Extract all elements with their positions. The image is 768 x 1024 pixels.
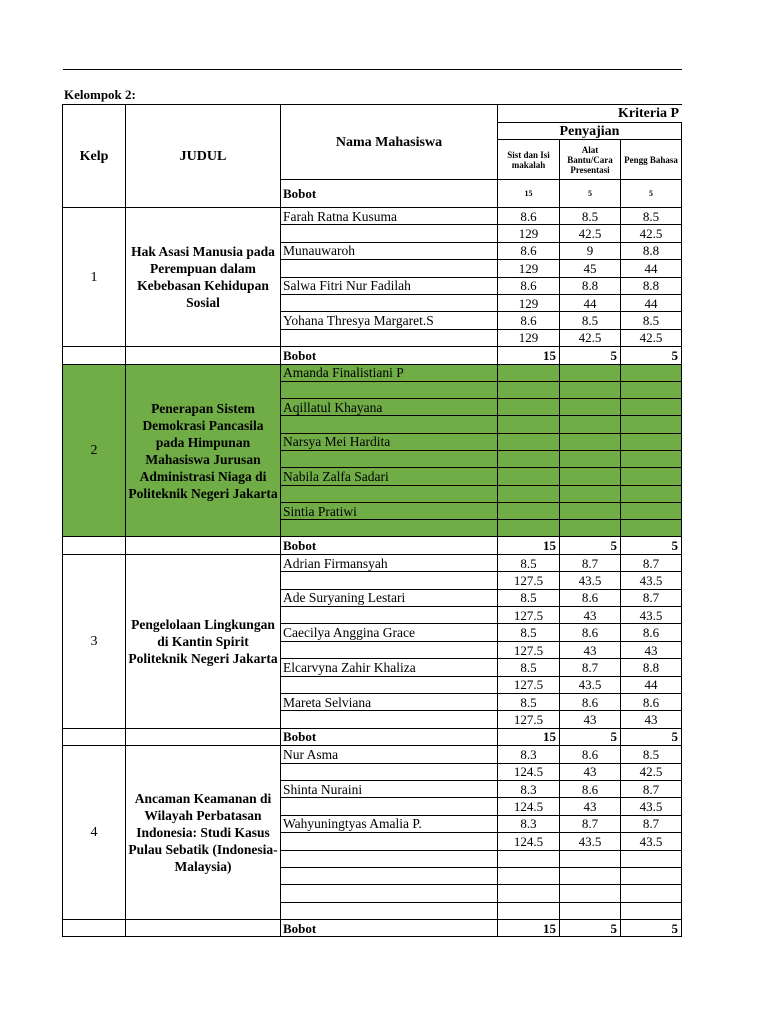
overflow-cell (682, 572, 683, 589)
table-row (63, 364, 683, 381)
empty-cell (498, 451, 560, 468)
empty-cell (498, 885, 560, 902)
empty-cell (498, 416, 560, 433)
bobot-label: Bobot (281, 347, 498, 364)
overflow-cell (682, 485, 683, 502)
score-cell: 8.3 (498, 780, 560, 797)
empty-cell (126, 537, 281, 554)
score-cell: 8.6 (560, 624, 621, 641)
score-cell: 8.7 (621, 780, 682, 797)
bobot-value: 5 (621, 920, 682, 937)
empty-cell (281, 676, 498, 693)
empty-cell (498, 381, 560, 398)
overflow-cell (682, 399, 683, 416)
group-number: 4 (63, 746, 126, 920)
student-name: Nabila Zalfa Sadari (281, 468, 498, 485)
weighted-score-cell: 42.5 (621, 329, 682, 346)
score-cell: 8.8 (621, 242, 682, 259)
score-cell: 8.6 (560, 694, 621, 711)
weighted-score-cell: 43.5 (560, 676, 621, 693)
grade-table (62, 104, 682, 937)
overflow-cell (682, 364, 683, 381)
bobot-value: 5 (560, 347, 621, 364)
overflow-cell (682, 763, 683, 780)
overflow-cell (682, 885, 683, 902)
header-nama: Nama Mahasiswa (281, 105, 498, 180)
page-heading: Kelompok 2: (64, 87, 136, 102)
group-number: 3 (63, 554, 126, 728)
score-cell: 8.8 (560, 277, 621, 294)
empty-cell (281, 225, 498, 242)
overflow-cell (682, 554, 683, 571)
student-name: Shinta Nuraini (281, 780, 498, 797)
overflow-cell (682, 260, 683, 277)
overflow-cell (682, 242, 683, 259)
weighted-score-cell: 43.5 (560, 572, 621, 589)
group-number: 2 (63, 364, 126, 537)
bobot-value: 5 (621, 537, 682, 554)
score-cell: 8.5 (621, 208, 682, 225)
overflow-cell (682, 641, 683, 658)
overflow-cell (682, 746, 683, 763)
overflow-cell (682, 451, 683, 468)
overflow-cell (682, 381, 683, 398)
bobot-value: 15 (498, 728, 560, 745)
student-name: Wahyuningtyas Amalia P. (281, 815, 498, 832)
bobot-value: 5 (621, 728, 682, 745)
overflow-cell (682, 329, 683, 346)
score-cell: 8.6 (498, 312, 560, 329)
header-sub-bahasa: Pengg Bahasa (621, 140, 682, 180)
empty-cell (560, 399, 621, 416)
empty-cell (498, 364, 560, 381)
score-cell: 8.6 (498, 242, 560, 259)
header-kelp: Kelp (63, 105, 126, 208)
empty-cell (63, 920, 126, 937)
group-number: 1 (63, 208, 126, 347)
top-rule (63, 69, 682, 70)
empty-cell (560, 433, 621, 450)
empty-cell (560, 381, 621, 398)
weighted-score-cell: 129 (498, 329, 560, 346)
score-cell: 8.6 (498, 277, 560, 294)
header-penyajian: Penyajian (498, 123, 682, 140)
weighted-score-cell: 43 (621, 711, 682, 728)
weighted-score-cell: 42.5 (560, 225, 621, 242)
overflow-cell (682, 347, 683, 364)
overflow-cell (682, 537, 683, 554)
score-cell: 8.6 (621, 694, 682, 711)
overflow-cell (682, 208, 683, 225)
weighted-score-cell: 43 (621, 641, 682, 658)
weighted-score-cell: 44 (621, 260, 682, 277)
bobot-value: 15 (498, 537, 560, 554)
overflow-cell (682, 607, 683, 624)
student-name: Nur Asma (281, 746, 498, 763)
empty-cell (560, 468, 621, 485)
score-cell: 8.5 (498, 624, 560, 641)
weighted-score-cell: 127.5 (498, 711, 560, 728)
weighted-score-cell: 43 (560, 763, 621, 780)
empty-cell (281, 902, 498, 919)
weighted-score-cell: 43 (560, 711, 621, 728)
overflow-cell (682, 815, 683, 832)
overflow-cell (682, 902, 683, 919)
weighted-score-cell: 127.5 (498, 607, 560, 624)
bobot-value: 5 (560, 537, 621, 554)
bobot-value: 15 (498, 347, 560, 364)
empty-cell (621, 416, 682, 433)
student-name: Narsya Mei Hardita (281, 433, 498, 450)
score-cell: 8.7 (621, 815, 682, 832)
bobot-value: 5 (560, 920, 621, 937)
grade-table-wrap (62, 104, 682, 942)
empty-cell (621, 468, 682, 485)
weighted-score-cell: 43 (560, 607, 621, 624)
empty-cell (621, 399, 682, 416)
header-judul: JUDUL (126, 105, 281, 208)
student-name: Yohana Thresya Margaret.S (281, 312, 498, 329)
student-name: Salwa Fitri Nur Fadilah (281, 277, 498, 294)
weighted-score-cell: 124.5 (498, 798, 560, 815)
student-name: Sintia Pratiwi (281, 502, 498, 519)
header-bobot-label: Bobot (281, 180, 498, 208)
weighted-score-cell: 129 (498, 225, 560, 242)
score-cell: 8.6 (560, 589, 621, 606)
overflow-cell (682, 711, 683, 728)
overflow-cell (682, 676, 683, 693)
bobot-label: Bobot (281, 920, 498, 937)
header-sub-alat: Alat Bantu/Cara Presentasi (560, 140, 621, 180)
score-cell: 8.7 (560, 554, 621, 571)
empty-cell (281, 520, 498, 537)
score-cell: 8.5 (498, 554, 560, 571)
weighted-score-cell: 127.5 (498, 641, 560, 658)
bobot-value: 15 (498, 920, 560, 937)
empty-cell (560, 902, 621, 919)
group-title: Hak Asasi Manusia pada Perempuan dalam Kebebasan Kehidupan Sosial (126, 208, 281, 347)
empty-cell (560, 416, 621, 433)
score-cell: 8.6 (560, 780, 621, 797)
weighted-score-cell: 43.5 (621, 607, 682, 624)
empty-cell (63, 537, 126, 554)
empty-cell (621, 381, 682, 398)
empty-cell (126, 728, 281, 745)
weighted-score-cell: 129 (498, 294, 560, 311)
empty-cell (560, 850, 621, 867)
weighted-score-cell: 45 (560, 260, 621, 277)
empty-cell (126, 920, 281, 937)
empty-cell (126, 347, 281, 364)
score-cell: 8.6 (498, 208, 560, 225)
empty-cell (281, 867, 498, 884)
weighted-score-cell: 129 (498, 260, 560, 277)
empty-cell (621, 850, 682, 867)
table-row (63, 554, 683, 571)
score-cell: 8.5 (560, 312, 621, 329)
empty-cell (281, 850, 498, 867)
table-row (63, 746, 683, 763)
bobot-row (63, 347, 683, 364)
overflow-cell (682, 294, 683, 311)
score-cell: 8.5 (498, 659, 560, 676)
bobot-label: Bobot (281, 728, 498, 745)
empty-cell (498, 850, 560, 867)
empty-cell (621, 364, 682, 381)
student-name: Amanda Finalistiani P (281, 364, 498, 381)
score-cell: 8.5 (621, 746, 682, 763)
score-cell: 8.6 (621, 624, 682, 641)
overflow-cell (682, 659, 683, 676)
score-cell: 8.5 (498, 694, 560, 711)
header-kriteria: Kriteria P (498, 105, 683, 123)
student-name: Caecilya Anggina Grace (281, 624, 498, 641)
score-cell: 8.3 (498, 746, 560, 763)
weighted-score-cell: 43.5 (621, 798, 682, 815)
weighted-score-cell: 43.5 (621, 572, 682, 589)
empty-cell (281, 572, 498, 589)
score-cell: 8.7 (621, 589, 682, 606)
overflow-cell (682, 589, 683, 606)
bobot-value: 5 (621, 347, 682, 364)
empty-cell (281, 711, 498, 728)
empty-cell (560, 867, 621, 884)
empty-cell (621, 485, 682, 502)
overflow-cell (682, 502, 683, 519)
empty-cell (498, 502, 560, 519)
student-name: Farah Ratna Kusuma (281, 208, 498, 225)
overflow-cell (682, 850, 683, 867)
student-name: Aqillatul Khayana (281, 399, 498, 416)
weighted-score-cell: 43.5 (560, 833, 621, 850)
bobot-row (63, 537, 683, 554)
empty-cell (498, 902, 560, 919)
empty-cell (560, 520, 621, 537)
weighted-score-cell: 44 (621, 676, 682, 693)
bobot-row (63, 728, 683, 745)
weighted-score-cell: 127.5 (498, 572, 560, 589)
weighted-score-cell: 42.5 (621, 763, 682, 780)
score-cell: 8.5 (498, 589, 560, 606)
empty-cell (621, 885, 682, 902)
score-cell: 8.8 (621, 277, 682, 294)
score-cell: 8.8 (621, 659, 682, 676)
weighted-score-cell: 124.5 (498, 833, 560, 850)
empty-cell (621, 502, 682, 519)
empty-cell (281, 416, 498, 433)
student-name: Adrian Firmansyah (281, 554, 498, 571)
group-title: Ancaman Keamanan di Wilayah Perbatasan Indonesia: Studi Kasus Pulau Sebatik (Indonesia-Malaysia) (126, 746, 281, 920)
empty-cell (281, 885, 498, 902)
score-cell: 8.7 (621, 554, 682, 571)
empty-cell (560, 485, 621, 502)
score-cell: 8.7 (560, 659, 621, 676)
overflow-cell (682, 225, 683, 242)
weighted-score-cell: 43 (560, 641, 621, 658)
empty-cell (498, 399, 560, 416)
table-row (63, 208, 683, 225)
student-name: Munauwaroh (281, 242, 498, 259)
empty-cell (621, 520, 682, 537)
empty-cell (281, 260, 498, 277)
weighted-score-cell: 127.5 (498, 676, 560, 693)
empty-cell (63, 728, 126, 745)
overflow-cell (682, 312, 683, 329)
overflow-cell (682, 520, 683, 537)
weighted-score-cell: 43.5 (621, 833, 682, 850)
weighted-score-cell: 44 (560, 294, 621, 311)
overflow-cell (682, 694, 683, 711)
score-cell: 8.5 (621, 312, 682, 329)
weighted-score-cell: 43 (560, 798, 621, 815)
empty-cell (560, 364, 621, 381)
header-bobot-1: 15 (498, 180, 560, 208)
weighted-score-cell: 42.5 (560, 329, 621, 346)
overflow-cell (682, 867, 683, 884)
overflow-cell (682, 728, 683, 745)
empty-cell (560, 885, 621, 902)
empty-cell (63, 347, 126, 364)
empty-cell (498, 485, 560, 502)
weighted-score-cell: 42.5 (621, 225, 682, 242)
bobot-label: Bobot (281, 537, 498, 554)
header-bobot-3: 5 (621, 180, 682, 208)
weighted-score-cell: 124.5 (498, 763, 560, 780)
student-name: Mareta Selviana (281, 694, 498, 711)
empty-cell (281, 294, 498, 311)
group-title: Penerapan Sistem Demokrasi Pancasila pada Himpunan Mahasiswa Jurusan Administrasi Niaga di Politeknik Negeri Jakarta (126, 364, 281, 537)
overflow-cell (682, 416, 683, 433)
student-name: Ade Suryaning Lestari (281, 589, 498, 606)
header-sub-sist: Sist dan Isi makalah (498, 140, 560, 180)
bobot-row (63, 920, 683, 937)
overflow-cell (682, 624, 683, 641)
empty-cell (281, 381, 498, 398)
overflow-cell (682, 433, 683, 450)
empty-cell (281, 763, 498, 780)
overflow-cell (682, 920, 683, 937)
empty-cell (281, 798, 498, 815)
student-name: Elcarvyna Zahir Khaliza (281, 659, 498, 676)
empty-cell (621, 867, 682, 884)
empty-cell (498, 433, 560, 450)
empty-cell (560, 502, 621, 519)
overflow-cell (682, 780, 683, 797)
score-cell: 8.3 (498, 815, 560, 832)
empty-cell (621, 451, 682, 468)
empty-cell (281, 641, 498, 658)
overflow-cell (682, 833, 683, 850)
empty-cell (498, 867, 560, 884)
score-cell: 8.7 (560, 815, 621, 832)
header-bobot-2: 5 (560, 180, 621, 208)
empty-cell (281, 607, 498, 624)
overflow-cell (682, 277, 683, 294)
score-cell: 8.6 (560, 746, 621, 763)
overflow-cell (682, 468, 683, 485)
empty-cell (621, 902, 682, 919)
empty-cell (560, 451, 621, 468)
bobot-value: 5 (560, 728, 621, 745)
score-cell: 9 (560, 242, 621, 259)
score-cell: 8.5 (560, 208, 621, 225)
empty-cell (498, 468, 560, 485)
overflow-cell (682, 798, 683, 815)
weighted-score-cell: 44 (621, 294, 682, 311)
empty-cell (281, 485, 498, 502)
empty-cell (281, 833, 498, 850)
empty-cell (281, 451, 498, 468)
group-title: Pengelolaan Lingkungan di Kantin Spirit Politeknik Negeri Jakarta (126, 554, 281, 728)
empty-cell (498, 520, 560, 537)
empty-cell (281, 329, 498, 346)
empty-cell (621, 433, 682, 450)
